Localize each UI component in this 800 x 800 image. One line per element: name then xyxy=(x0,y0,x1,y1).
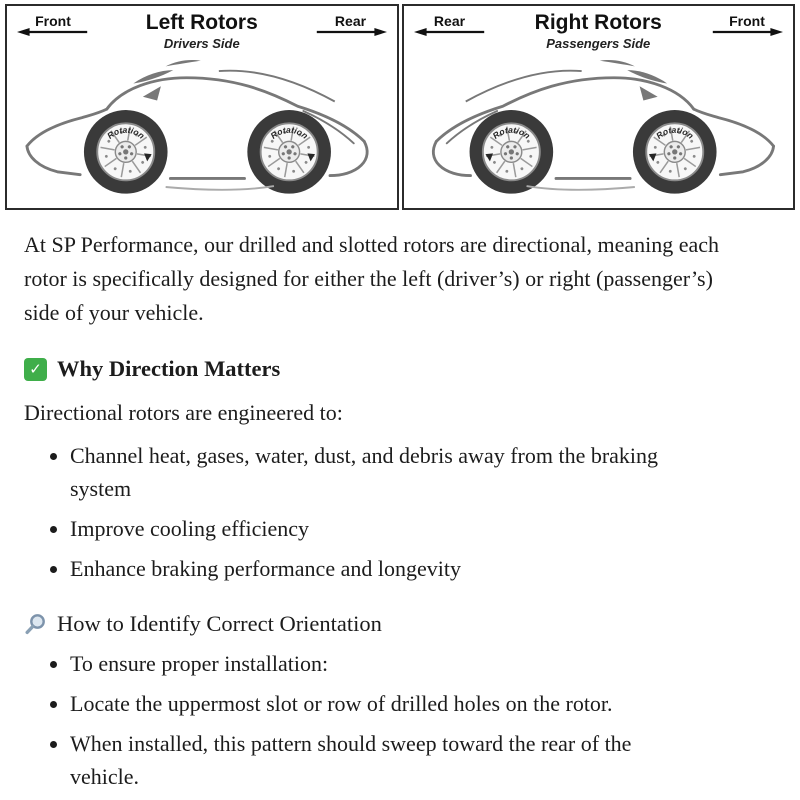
section2-bullet-list xyxy=(24,647,774,793)
check-icon: ✓ xyxy=(24,358,47,381)
bullet-item: • Enhance braking performance and longevity xyxy=(70,552,702,585)
rotation-label-front-left: Rotation xyxy=(105,124,147,141)
bullet-item: • Channel heat, gases, water, dust, and debris away from the braking system xyxy=(70,439,702,505)
car-illustration-right xyxy=(404,54,794,206)
left-panel-header xyxy=(7,6,397,54)
front-direction-indicator xyxy=(17,13,89,37)
rear-label: Rear xyxy=(334,13,367,29)
section2-heading-text: How to Identify Correct Orientation xyxy=(57,611,382,637)
section1-heading-text: Why Direction Matters xyxy=(57,356,281,382)
left-panel-subtitle: Drivers Side xyxy=(163,36,240,51)
right-arrow-icon xyxy=(315,27,387,37)
rotation-label-front-right: Rotation xyxy=(653,124,696,141)
right-arrow-icon xyxy=(711,27,783,37)
bullet-item: • Locate the uppermost slot or row of drilled holes on the rotor. xyxy=(70,687,702,720)
left-rotors-panel xyxy=(5,4,399,210)
section-heading-why-direction-matters xyxy=(24,356,774,382)
front-label: Front xyxy=(35,13,71,29)
rear-label: Rear xyxy=(433,13,466,29)
right-panel-subtitle: Passengers Side xyxy=(546,36,651,51)
right-panel-header xyxy=(404,6,794,54)
magnifier-icon xyxy=(24,613,47,636)
section-heading-identify-orientation xyxy=(24,611,774,637)
rotation-label-rear-right: Rotation xyxy=(490,124,532,141)
intro-paragraph: At SP Performance, our drilled and slotted rotors are directional, meaning each rotor is specifically designed for either the left (driver’s) or right (passenger’s) side of your vehicle. xyxy=(24,232,720,326)
right-rotors-panel xyxy=(402,4,796,210)
description-content xyxy=(0,210,800,793)
left-arrow-icon xyxy=(17,27,89,37)
car-illustration-left xyxy=(7,54,397,206)
left-arrow-icon xyxy=(414,27,486,37)
left-panel-title: Left Rotors xyxy=(145,11,258,34)
rotor-direction-diagram xyxy=(0,0,800,210)
right-panel-title: Right Rotors xyxy=(534,11,662,34)
front-label: Front xyxy=(729,13,765,29)
rear-direction-indicator xyxy=(315,13,387,37)
bullet-item: • When installed, this pattern should sweep toward the rear of the vehicle. xyxy=(70,727,702,793)
section1-bullet-list xyxy=(24,439,774,585)
bullet-item: • To ensure proper installation: xyxy=(70,647,702,680)
bullet-item: • Improve cooling efficiency xyxy=(70,512,702,545)
section1-lead: Directional rotors are engineered to: xyxy=(24,400,343,426)
front-direction-indicator xyxy=(711,13,783,37)
rear-direction-indicator xyxy=(414,13,486,37)
rotation-label-rear-left: Rotation xyxy=(268,124,310,141)
